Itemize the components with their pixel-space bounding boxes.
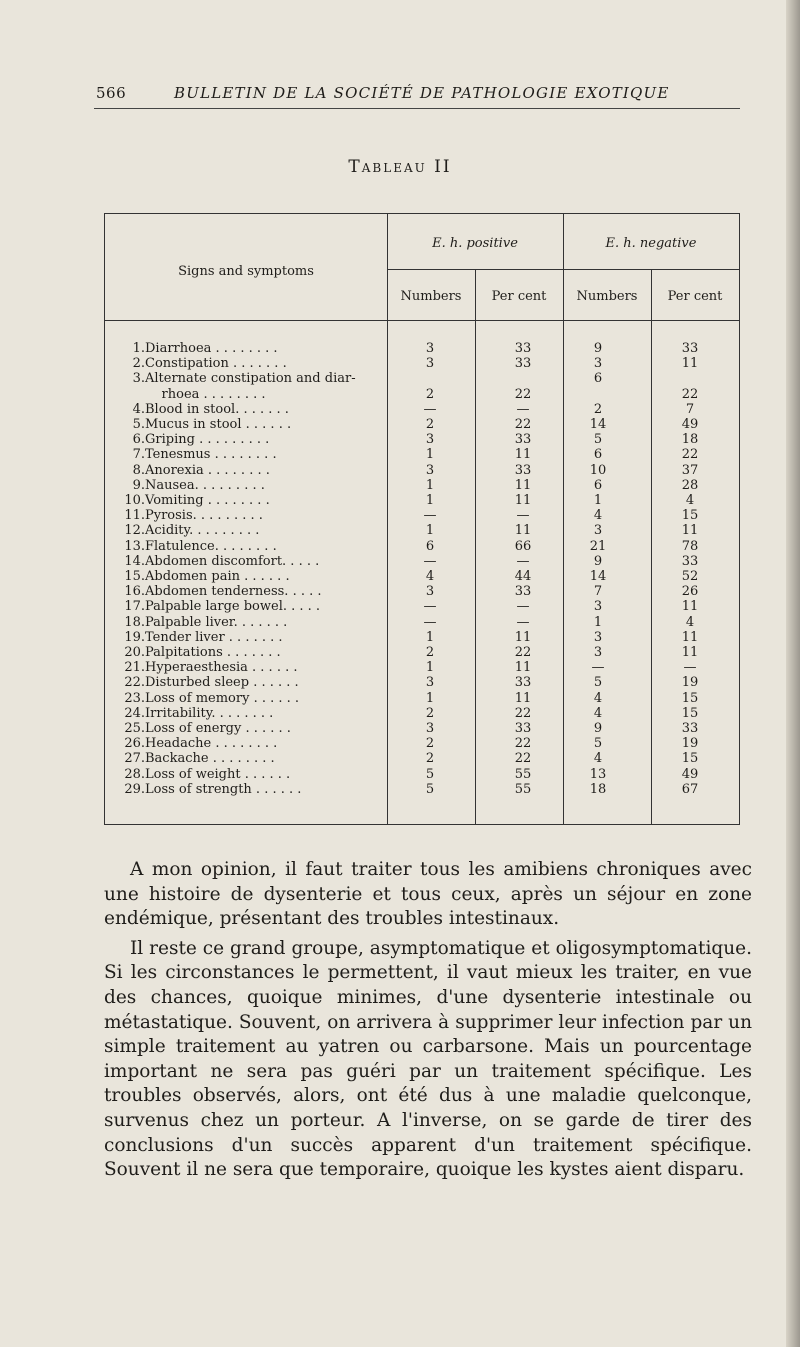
row-label: Abdomen tenderness. . . . . <box>145 584 322 600</box>
cell-positive-numbers: 1 <box>425 447 435 463</box>
cell-positive-numbers: 3 <box>425 462 435 478</box>
table-row <box>105 417 739 432</box>
cell-positive-percent: 11 <box>514 660 532 676</box>
table-row <box>105 371 739 386</box>
row-number: 18. <box>124 614 145 630</box>
row-number: 27. <box>124 751 145 767</box>
cell-negative-percent: 15 <box>681 705 699 721</box>
cell-positive-numbers: 3 <box>425 341 435 356</box>
row-label: Constipation . . . . . . . <box>145 356 287 372</box>
table-row <box>105 523 739 538</box>
table-row <box>105 645 739 660</box>
cell-negative-numbers: 10 <box>589 462 607 478</box>
cell-positive-percent: 55 <box>514 766 532 782</box>
cell-negative-numbers: 4 <box>593 690 603 706</box>
row-label: Acidity. . . . . . . . . <box>145 523 260 539</box>
cell-negative-numbers: 3 <box>593 645 603 660</box>
cell-negative-numbers: 1 <box>593 614 603 630</box>
row-label: Headache . . . . . . . . <box>145 736 278 752</box>
cell-positive-percent: 33 <box>514 721 532 736</box>
cell-positive-numbers: 1 <box>425 477 435 493</box>
header-rule <box>94 108 740 109</box>
cell-negative-numbers: 4 <box>593 751 603 767</box>
cell-negative-percent: 49 <box>681 417 699 432</box>
row-label: Griping . . . . . . . . . <box>145 432 270 448</box>
row-label: Hyperaesthesia . . . . . . <box>145 660 298 676</box>
cell-positive-percent: — <box>516 508 530 524</box>
table-row <box>105 782 739 797</box>
cell-negative-percent: 33 <box>681 341 699 356</box>
row-label: Alternate constipation and diar- <box>145 371 356 387</box>
paragraph: A mon opinion, il faut traiter tous les amibiens chroniques avec une histoire de dysenterie et tous ceux, après un séjour en zone endémique, présentant des troubles intestinaux. <box>104 859 752 930</box>
cell-negative-percent: 26 <box>681 584 699 600</box>
journal-title: BULLETIN DE LA SOCIÉTÉ DE PATHOLOGIE EXOTIQUE <box>174 84 670 102</box>
cell-positive-numbers: 1 <box>425 493 435 508</box>
row-number: 10. <box>124 493 145 508</box>
cell-positive-numbers: 1 <box>425 660 435 676</box>
row-label: Palpable liver. . . . . . . <box>145 614 288 630</box>
cell-positive-percent: 11 <box>514 523 532 539</box>
cell-negative-numbers: 14 <box>589 417 607 432</box>
row-label: Palpable large bowel. . . . . <box>145 599 321 615</box>
cell-positive-percent: 33 <box>514 462 532 478</box>
cell-negative-numbers: — <box>591 660 605 676</box>
cell-positive-percent: 33 <box>514 356 532 372</box>
cell-negative-numbers: 6 <box>593 447 603 463</box>
row-label: Backache . . . . . . . . <box>145 751 275 767</box>
page-number: 566 <box>96 84 127 102</box>
cell-positive-percent: 22 <box>514 736 532 752</box>
cell-positive-numbers: 3 <box>425 721 435 736</box>
row-number: 20. <box>124 645 145 660</box>
cell-negative-percent: 19 <box>681 675 699 691</box>
cell-negative-numbers: 4 <box>593 705 603 721</box>
row-number: 22. <box>124 675 145 691</box>
cell-negative-numbers: 5 <box>593 736 603 752</box>
row-label: Loss of weight . . . . . . <box>145 766 291 782</box>
table-row <box>105 706 739 721</box>
cell-positive-percent: 22 <box>514 386 532 402</box>
cell-positive-percent: 44 <box>514 569 532 584</box>
table-row <box>105 432 739 447</box>
table-row <box>105 356 739 371</box>
page-edge-shadow <box>786 0 800 1347</box>
cell-negative-numbers: 1 <box>593 493 603 508</box>
cell-negative-percent: 15 <box>681 751 699 767</box>
cell-positive-numbers: 1 <box>425 523 435 539</box>
row-label: Diarrhoea . . . . . . . . <box>145 341 278 356</box>
row-label: Blood in stool. . . . . . . <box>145 401 289 417</box>
row-number: 1. <box>132 341 145 356</box>
cell-negative-percent: 11 <box>681 645 699 660</box>
cell-negative-percent: 49 <box>681 766 699 782</box>
table-title: Tableau II <box>348 157 452 177</box>
row-label: rhoea . . . . . . . . <box>145 386 266 402</box>
cell-positive-numbers: 2 <box>425 751 435 767</box>
row-number: 7. <box>132 447 145 463</box>
table-row <box>105 554 739 569</box>
cell-negative-percent: 11 <box>681 356 699 372</box>
cell-negative-percent: 4 <box>685 493 695 508</box>
row-label: Disturbed sleep . . . . . . <box>145 675 299 691</box>
row-number: 4. <box>132 401 145 417</box>
cell-positive-numbers: 3 <box>425 675 435 691</box>
cell-negative-percent: 28 <box>681 477 699 493</box>
cell-negative-numbers: 7 <box>593 584 603 600</box>
table-row <box>105 447 739 462</box>
cell-negative-percent: 7 <box>685 401 695 417</box>
cell-positive-numbers: 2 <box>425 645 435 660</box>
cell-negative-numbers: 3 <box>593 523 603 539</box>
cell-negative-percent: 11 <box>681 629 699 645</box>
cell-negative-numbers: 5 <box>593 675 603 691</box>
cell-positive-percent: — <box>516 599 530 615</box>
cell-positive-percent: 33 <box>514 675 532 691</box>
table-row <box>105 615 739 630</box>
table-row <box>105 736 739 751</box>
row-number: 2. <box>132 356 145 372</box>
cell-positive-percent: — <box>516 401 530 417</box>
row-label: Loss of energy . . . . . . <box>145 721 291 736</box>
cell-positive-percent: — <box>516 614 530 630</box>
table-row <box>105 478 739 493</box>
row-label: Abdomen pain . . . . . . <box>145 569 290 584</box>
row-label: Palpitations . . . . . . . <box>145 645 281 660</box>
row-number: 8. <box>132 462 145 478</box>
cell-positive-percent: 11 <box>514 447 532 463</box>
row-label: Vomiting . . . . . . . . <box>145 493 270 508</box>
row-label: Irritability. . . . . . . . <box>145 705 274 721</box>
cell-negative-numbers: 9 <box>593 721 603 736</box>
cell-positive-numbers: 2 <box>425 417 435 432</box>
row-number: 15. <box>124 569 145 584</box>
row-number: 3. <box>132 371 145 387</box>
cell-negative-numbers: 3 <box>593 356 603 372</box>
header-eh-negative: E. h. negative <box>605 236 697 251</box>
row-number: 9. <box>132 477 145 493</box>
cell-negative-numbers: 5 <box>593 432 603 448</box>
cell-negative-numbers: 18 <box>589 781 607 797</box>
cell-positive-percent: 22 <box>514 645 532 660</box>
cell-negative-numbers: 4 <box>593 508 603 524</box>
cell-negative-percent: 22 <box>681 386 699 402</box>
cell-negative-numbers: 3 <box>593 629 603 645</box>
table-row <box>105 341 739 356</box>
header-signs-symptoms: Signs and symptoms <box>178 264 314 279</box>
table-row <box>105 508 739 523</box>
table-row <box>105 751 739 766</box>
cell-positive-numbers: — <box>423 508 437 524</box>
header-pos-percent: Per cent <box>491 289 547 304</box>
row-number: 14. <box>124 553 145 569</box>
cell-positive-numbers: 6 <box>425 538 435 554</box>
table-row <box>105 387 739 402</box>
row-number: 16. <box>124 584 145 600</box>
row-label: Anorexia . . . . . . . . <box>145 462 270 478</box>
cell-negative-percent: 11 <box>681 523 699 539</box>
cell-positive-numbers: 1 <box>425 629 435 645</box>
cell-positive-percent: 55 <box>514 781 532 797</box>
row-number: 11. <box>124 508 145 524</box>
cell-positive-numbers: 3 <box>425 356 435 372</box>
row-number: 24. <box>124 705 145 721</box>
row-number: 28. <box>124 766 145 782</box>
cell-positive-numbers: 2 <box>425 386 435 402</box>
cell-negative-percent: 4 <box>685 614 695 630</box>
cell-negative-percent: 33 <box>681 721 699 736</box>
table-row <box>105 691 739 706</box>
cell-positive-percent: — <box>516 553 530 569</box>
header-eh-positive: E. h. positive <box>432 236 518 251</box>
table-row <box>105 599 739 614</box>
table-row <box>105 539 739 554</box>
row-number: 12. <box>124 523 145 539</box>
cell-negative-percent: 78 <box>681 538 699 554</box>
cell-negative-numbers: 21 <box>589 538 607 554</box>
cell-positive-percent: 11 <box>514 690 532 706</box>
paragraph: Il reste ce grand groupe, asymptomatique et oligosymptomatique. Si les circonstances le permettent, il vaut mieux les traiter, en vue des chances, quoique minimes, d'une dysenterie intestinale ou métastatique. Souvent, on arrivera à supprimer leur infection par un simple traitement au yatren ou carbarsone. Mais un pourcentage important ne sera pas guéri par un traitement spécifique. Les troubles observés, alors, ont été dus à une maladie quelconque, survenus chez un porteur. A l'inverse, on se garde de tirer des conclusions d'un succès apparent d'un traitement spécifique. Souvent il ne sera que temporaire, quoique les kystes aient disparu. <box>104 937 752 1181</box>
cell-negative-percent: 11 <box>681 599 699 615</box>
row-number: 17. <box>124 599 145 615</box>
cell-positive-numbers: — <box>423 401 437 417</box>
cell-positive-numbers: — <box>423 553 437 569</box>
table-row <box>105 463 739 478</box>
cell-negative-percent: 67 <box>681 781 699 797</box>
cell-positive-percent: 11 <box>514 477 532 493</box>
row-number: 25. <box>124 721 145 736</box>
table-row <box>105 630 739 645</box>
table-row <box>105 675 739 690</box>
cell-negative-numbers: 13 <box>589 766 607 782</box>
cell-negative-percent: 19 <box>681 736 699 752</box>
table-row <box>105 767 739 782</box>
row-label: Pyrosis. . . . . . . . . <box>145 508 263 524</box>
row-label: Loss of memory . . . . . . <box>145 690 300 706</box>
row-label: Flatulence. . . . . . . . <box>145 538 277 554</box>
table-row <box>105 493 739 508</box>
cell-negative-numbers: 9 <box>593 341 603 356</box>
body-text <box>104 858 752 1183</box>
cell-negative-percent: 52 <box>681 569 699 584</box>
cell-negative-numbers: 9 <box>593 553 603 569</box>
cell-positive-numbers: — <box>423 599 437 615</box>
cell-positive-numbers: 3 <box>425 584 435 600</box>
cell-positive-numbers: — <box>423 614 437 630</box>
row-number: 23. <box>124 690 145 706</box>
header-bottom-rule <box>105 320 739 321</box>
table-row <box>105 660 739 675</box>
cell-negative-numbers: 6 <box>593 371 603 387</box>
header-pos-numbers: Numbers <box>400 289 462 304</box>
row-label: Tenesmus . . . . . . . . <box>145 447 277 463</box>
cell-negative-numbers: 3 <box>593 599 603 615</box>
cell-positive-numbers: 1 <box>425 690 435 706</box>
cell-negative-percent: — <box>683 660 697 676</box>
cell-negative-percent: 18 <box>681 432 699 448</box>
row-label: Tender liver . . . . . . . <box>145 629 283 645</box>
row-number: 21. <box>124 660 145 676</box>
cell-positive-percent: 66 <box>514 538 532 554</box>
row-label: Nausea. . . . . . . . . <box>145 477 265 493</box>
row-label: Loss of strength . . . . . . <box>145 781 302 797</box>
table-row <box>105 569 739 584</box>
cell-negative-percent: 37 <box>681 462 699 478</box>
cell-positive-numbers: 4 <box>425 569 435 584</box>
table-row <box>105 721 739 736</box>
cell-positive-percent: 33 <box>514 341 532 356</box>
cell-positive-percent: 22 <box>514 751 532 767</box>
cell-negative-numbers: 6 <box>593 477 603 493</box>
row-number: 5. <box>132 417 145 432</box>
row-number: 26. <box>124 736 145 752</box>
symptoms-table <box>104 213 740 825</box>
table-row <box>105 402 739 417</box>
cell-negative-percent: 15 <box>681 690 699 706</box>
cell-positive-numbers: 3 <box>425 432 435 448</box>
header-neg-percent: Per cent <box>667 289 723 304</box>
cell-positive-percent: 22 <box>514 417 532 432</box>
cell-positive-percent: 22 <box>514 705 532 721</box>
cell-negative-numbers: 2 <box>593 401 603 417</box>
cell-positive-numbers: 2 <box>425 705 435 721</box>
cell-negative-numbers: 14 <box>589 569 607 584</box>
table-row <box>105 584 739 599</box>
cell-positive-percent: 33 <box>514 584 532 600</box>
row-number: 6. <box>132 432 145 448</box>
cell-positive-numbers: 2 <box>425 736 435 752</box>
row-number: 29. <box>124 781 145 797</box>
cell-positive-percent: 33 <box>514 432 532 448</box>
cell-positive-percent: 11 <box>514 629 532 645</box>
cell-negative-percent: 15 <box>681 508 699 524</box>
cell-positive-numbers: 5 <box>425 766 435 782</box>
cell-negative-percent: 22 <box>681 447 699 463</box>
cell-positive-percent: 11 <box>514 493 532 508</box>
row-label: Abdomen discomfort. . . . . <box>145 553 320 569</box>
row-label: Mucus in stool . . . . . . <box>145 417 292 432</box>
header-subrule <box>387 269 739 270</box>
cell-negative-percent: 33 <box>681 553 699 569</box>
header-neg-numbers: Numbers <box>576 289 638 304</box>
row-number: 13. <box>124 538 145 554</box>
row-number: 19. <box>124 629 145 645</box>
cell-positive-numbers: 5 <box>425 781 435 797</box>
